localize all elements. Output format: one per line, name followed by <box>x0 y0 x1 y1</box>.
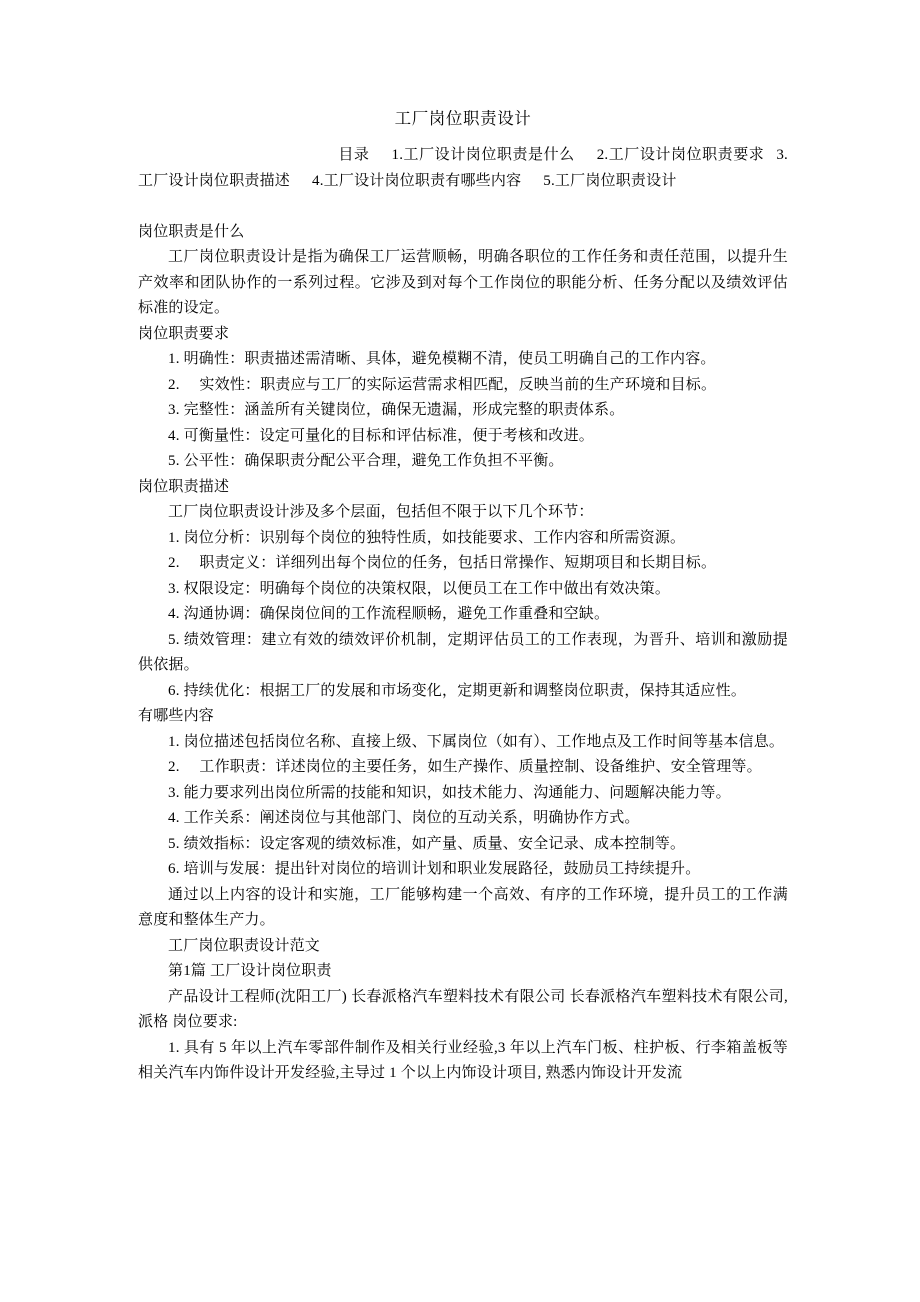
sample-intro: 产品设计工程师(沈阳工厂) 长春派格汽车塑料技术有限公司 长春派格汽车塑料技术有限公司,派格 岗位要求: <box>138 988 788 1030</box>
list-item <box>138 1036 788 1087</box>
list-item-text: 岗位分析：识别每个岗位的独特性质，如技能要求、工作内容和所需资源。 <box>183 529 686 546</box>
section-paragraph: 工厂岗位职责设计是指为确保工厂运营顺畅，明确各职位的工作任务和责任范围，以提升生产效率和团队协作的一系列过程。它涉及到对每个工作岗位的职能分析、任务分配以及绩效评估标准的设定。 <box>138 249 788 316</box>
section-heading-2: 岗位职责要求 <box>138 325 230 342</box>
list-item-text: 沟通协调：确保岗位间的工作流程顺畅，避免工作重叠和空缺。 <box>183 606 610 622</box>
list-item-text: 权限设定：明确每个岗位的决策权限，以便员工在工作中做出有效决策。 <box>183 580 671 597</box>
list-item-text: 岗位描述包括岗位名称、直接上级、下属岗位（如有）、工作地点及工作时间等基本信息。 <box>183 733 785 750</box>
list-item-number: 5. <box>168 631 180 648</box>
toc-item-1[interactable]: 1.工厂设计岗位职责是什么 <box>391 147 575 163</box>
list-item-number: 4. <box>168 606 180 622</box>
list-item-number: 1. <box>168 351 180 367</box>
list-item-text: 绩效指标：设定客观的绩效标准，如产量、质量、安全记录、成本控制等。 <box>183 835 686 852</box>
list-item <box>138 806 788 832</box>
list-item <box>138 755 788 781</box>
spacer <box>138 194 788 220</box>
list-item <box>138 602 788 628</box>
list-item-number: 2. <box>168 759 180 775</box>
list-item-text: 培训与发展：提出针对岗位的培训计划和职业发展路径，鼓励员工持续提升。 <box>183 861 701 877</box>
toc-item-2[interactable]: 2.工厂设计岗位职责要求 <box>596 147 765 163</box>
list-item-number: 6. <box>168 682 180 699</box>
toc-item-4[interactable]: 4.工厂设计岗位职责有哪些内容 <box>312 172 522 189</box>
list-item-number: 5. <box>168 453 180 469</box>
list-item-number: 3. <box>168 402 180 418</box>
list-item <box>138 781 788 807</box>
list-item <box>138 449 788 475</box>
list-item-number: 3. <box>168 784 180 801</box>
sample-chapter-heading: 第1篇 工厂设计岗位职责 <box>168 963 332 979</box>
list-item <box>138 424 788 450</box>
list-item <box>138 730 788 756</box>
list-item-text: 实效性：职责应与工厂的实际运营需求相匹配，反映当前的生产环境和目标。 <box>199 376 717 393</box>
toc-item-3[interactable]: 3.工厂设计岗位职责描述 <box>138 147 788 189</box>
list-item-number: 1. <box>168 529 180 546</box>
list-item-number: 2. <box>168 376 180 393</box>
list-item-text: 持续优化：根据工厂的发展和市场变化，定期更新和调整岗位职责，保持其适应性。 <box>183 682 747 699</box>
list-item-number: 1. <box>168 733 180 750</box>
closing-paragraph: 通过以上内容的设计和实施，工厂能够构建一个高效、有序的工作环境，提升员工的工作满意度和整体生产力。 <box>138 886 788 928</box>
list-item-number: 1. <box>168 1039 180 1056</box>
list-item-text: 可衡量性：设定可量化的目标和评估标准，便于考核和改进。 <box>183 427 595 444</box>
sample-heading: 工厂岗位职责设计范文 <box>168 937 321 954</box>
list-item <box>138 347 788 373</box>
list-item-number: 6. <box>168 861 180 877</box>
list-item <box>138 628 788 679</box>
document-content <box>138 106 788 1087</box>
list-item <box>138 857 788 883</box>
list-item <box>138 398 788 424</box>
list-item-text: 职责定义：详细列出每个岗位的任务，包括日常操作、短期项目和长期目标。 <box>199 555 717 571</box>
table-of-contents <box>138 143 788 194</box>
list-item <box>138 679 788 705</box>
section-heading-4: 有哪些内容 <box>138 708 215 724</box>
list-item-number: 5. <box>168 835 180 852</box>
list-item <box>138 373 788 399</box>
list-item <box>138 577 788 603</box>
list-item-number: 3. <box>168 580 180 597</box>
list-item <box>138 526 788 552</box>
section-heading-3: 岗位职责描述 <box>138 478 230 495</box>
list-item-text: 公平性：确保职责分配公平合理，避免工作负担不平衡。 <box>183 453 564 469</box>
page-title: 工厂岗位职责设计 <box>394 109 532 128</box>
list-item <box>138 551 788 577</box>
list-item-text: 能力要求列出岗位所需的技能和知识，如技术能力、沟通能力、问题解决能力等。 <box>183 784 731 801</box>
list-item-number: 4. <box>168 810 180 826</box>
list-item-text: 工作关系：阐述岗位与其他部门、岗位的互动关系，明确协作方式。 <box>183 810 640 826</box>
section-paragraph: 工厂岗位职责设计涉及多个层面，包括但不限于以下几个环节： <box>168 504 594 520</box>
list-item-number: 2. <box>168 555 180 571</box>
list-item-text: 完整性：涵盖所有关键岗位，确保无遗漏，形成完整的职责体系。 <box>183 402 625 418</box>
list-item-text: 绩效管理：建立有效的绩效评价机制，定期评估员工的工作表现，为晋升、培训和激励提供依据。 <box>138 631 788 673</box>
list-item-text: 明确性：职责描述需清晰、具体，避免模糊不清，使员工明确自己的工作内容。 <box>183 351 716 367</box>
section-heading-1: 岗位职责是什么 <box>138 223 245 240</box>
list-item <box>138 832 788 858</box>
toc-item-5[interactable]: 5.工厂岗位职责设计 <box>543 172 677 189</box>
toc-heading: 目录 <box>338 147 370 163</box>
list-item-text: 工作职责：详述岗位的主要任务，如生产操作、质量控制、设备维护、安全管理等。 <box>199 759 762 775</box>
list-item-text: 具有 5 年以上汽车零部件制作及相关行业经验,3 年以上汽车门板、柱护板、行李箱盖板等相关汽车内饰件设计开发经验,主导过 1 个以上内饰设计项目, 熟悉内饰设计开发流 <box>138 1039 789 1081</box>
list-item-number: 4. <box>168 427 180 444</box>
